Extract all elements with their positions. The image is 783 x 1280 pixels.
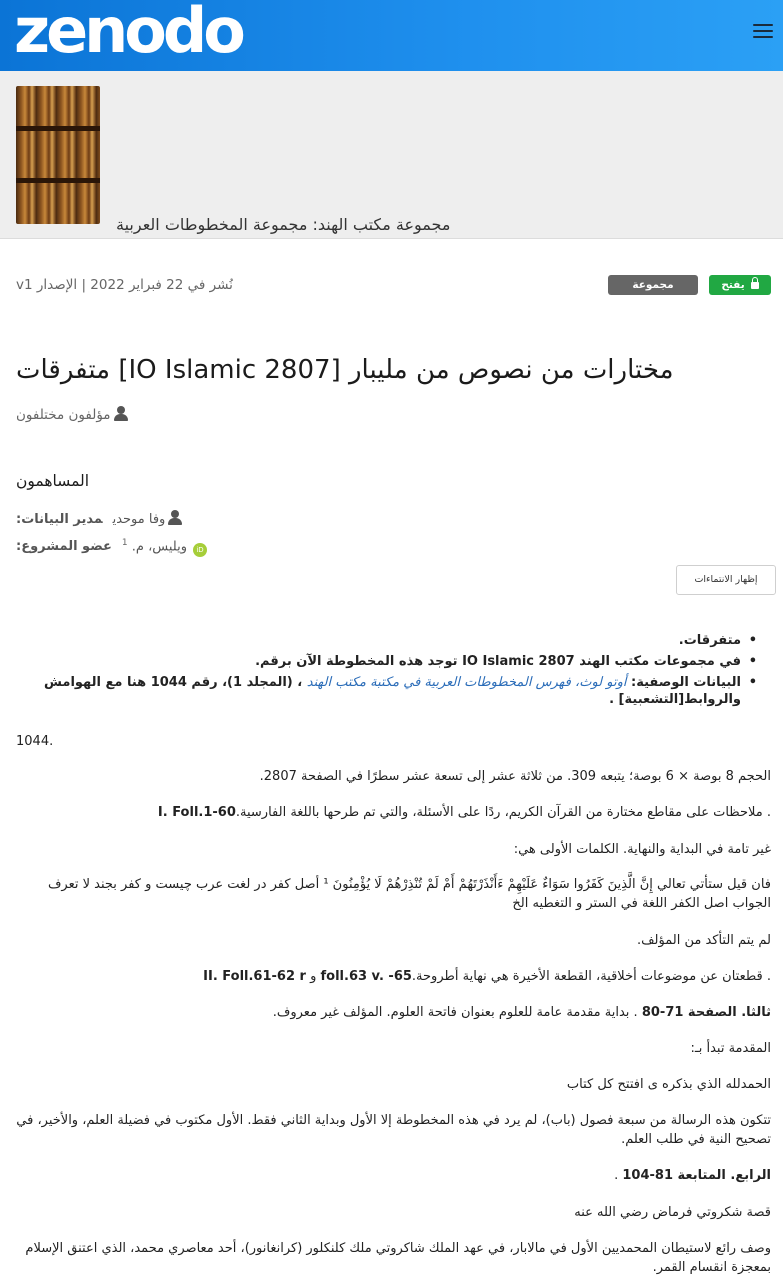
creators-label[interactable]: مؤلفون مختلفون <box>16 407 111 423</box>
publication-info: نُشر في 22 فبراير 2022 | الإصدار v1 <box>16 277 233 293</box>
paragraph-text: . <box>614 1168 623 1183</box>
description-paragraph: قصة شكروتي فرماض رضي الله عنه <box>574 1205 771 1220</box>
description-paragraph <box>16 803 771 822</box>
access-badge-label: يفتح <box>721 279 745 291</box>
catalogue-link[interactable]: أوتو لوث، فهرس المخطوطات العربية في مكتبة مكتب الهند <box>306 675 627 690</box>
description-paragraph: الحجم 8 بوصة × 6 بوصة؛ يتبعه 309. من ثلاثة عشر إلى تسعة عشر سطرًا في الصفحة 2807. <box>259 769 771 784</box>
description-paragraph <box>16 967 771 986</box>
description-paragraph: 1044. <box>16 734 54 749</box>
user-icon <box>167 510 183 525</box>
conjunction: و <box>305 969 321 984</box>
contributor-role: مدير البيانات: <box>16 512 103 527</box>
contributor-row <box>16 538 207 557</box>
description-paragraph: المقدمة تبدأ بـ: <box>690 1041 771 1056</box>
description-paragraph: تتكون هذه الرسالة من سبعة فصول (باب)، لم يرد في هذه المخطوطة إلا الأول وبداية الثاني فقط. الأول مكتوب في فضيلة العلم، والأخير، في تصحيح النية في طلب العلم. <box>16 1113 771 1147</box>
creators <box>16 406 129 423</box>
list-item <box>16 674 757 708</box>
unlock-icon <box>751 282 759 289</box>
show-affiliations-button[interactable]: إظهار الانتماءات <box>676 565 776 595</box>
record-meta-row <box>0 272 783 311</box>
description-paragraph: وصف رائع لاستيطان المحمديين الأول في مالابار، في عهد الملك شاكروتي ملك كلنكلور (كرانغانور)، أحد معاصري محمد، الذي اعتنق الإسلام بمعجزة انقسام القمر. <box>25 1241 771 1275</box>
hamburger-menu-icon[interactable] <box>753 24 773 40</box>
list-item: • متفرقات. <box>16 632 757 649</box>
description-paragraph: الحمدلله الذي بذكره ى افتتح كل كتاب <box>566 1077 771 1092</box>
section-label: الرابع. المتابعة 81-104 <box>622 1168 771 1183</box>
user-icon <box>113 406 129 421</box>
description-paragraph <box>16 1003 771 1022</box>
contributor-name[interactable]: وفا موحدي <box>112 512 166 527</box>
description-paragraph: لم يتم التأكد من المؤلف. <box>636 933 771 948</box>
paragraph-text: . بداية مقدمة عامة للعلوم بعنوان فاتحة العلوم. المؤلف غير معروف. <box>272 1005 642 1020</box>
svg-text:zenodo: zenodo <box>14 0 242 67</box>
description-bullets <box>16 632 757 712</box>
community-title[interactable]: مجموعة مكتب الهند: مجموعة المخطوطات العربية <box>116 215 451 234</box>
contributors-heading: المساهمون <box>16 472 90 490</box>
metadata-label: البيانات الوصفية: <box>631 675 741 690</box>
paragraph-text: . ملاحظات على مقاطع مختارة من القرآن الكريم، ردًا على الأسئلة، والتي تم طرحها باللغة الفارسية. <box>235 805 771 820</box>
zenodo-logo[interactable] <box>14 0 242 67</box>
section-label: ثالثا. الصفحة 71-80 <box>641 1005 771 1020</box>
resource-type-badge: مجموعة البيانات <box>608 275 698 295</box>
community-logo[interactable] <box>16 86 100 224</box>
folio-range: I. Foll.1-60 <box>157 805 236 820</box>
community-banner <box>0 71 783 239</box>
orcid-icon[interactable]: iD <box>193 543 207 557</box>
record-title: مختارات من نصوص من مليبار [IO Islamic 2807] متفرقات <box>16 355 674 385</box>
affiliation-marker: 1 <box>121 538 128 548</box>
contributor-role: عضو المشروع: <box>16 539 112 555</box>
site-header <box>0 0 783 71</box>
contributor-name[interactable]: ويليس، م. <box>131 539 187 555</box>
description-paragraph: غير تامة في البداية والنهاية. الكلمات الأولى هي: <box>513 842 771 857</box>
metadata-suffix: ، (المجلد 1)، رقم 1044 هنا مع الهوامش والروابط[التشعبية] . <box>44 675 741 707</box>
folio-range: II. Foll.61-62 r <box>203 969 306 984</box>
contributor-row <box>16 510 183 527</box>
folio-range: foll.63 v. -65 <box>320 969 412 984</box>
description-paragraph <box>16 1166 771 1185</box>
access-badge <box>709 275 771 295</box>
description-paragraph: فان قيل ستأتي تعالي إِنَّ الَّذِينَ كَفَرُوا سَوَاءٌ عَلَيْهِمْ ءَأَنْذَرْتَهُمْ أَمْ لَمْ تُنْذِرْهُمْ لَا يُؤْمِنُونَ ¹ أصل كفر در لغت عرب چيست و كفر بجند لا تعرف الجواب اصل الكفر اللغة في الستر و التغطيه الخ <box>47 877 771 911</box>
list-item: • في مجموعات مكتب الهند IO Islamic 2807 توجد هذه المخطوطة الآن برقم. <box>16 653 757 670</box>
paragraph-text: . قطعتان عن موضوعات أخلاقية، القطعة الأخيرة هي نهاية أطروحة. <box>411 969 771 984</box>
